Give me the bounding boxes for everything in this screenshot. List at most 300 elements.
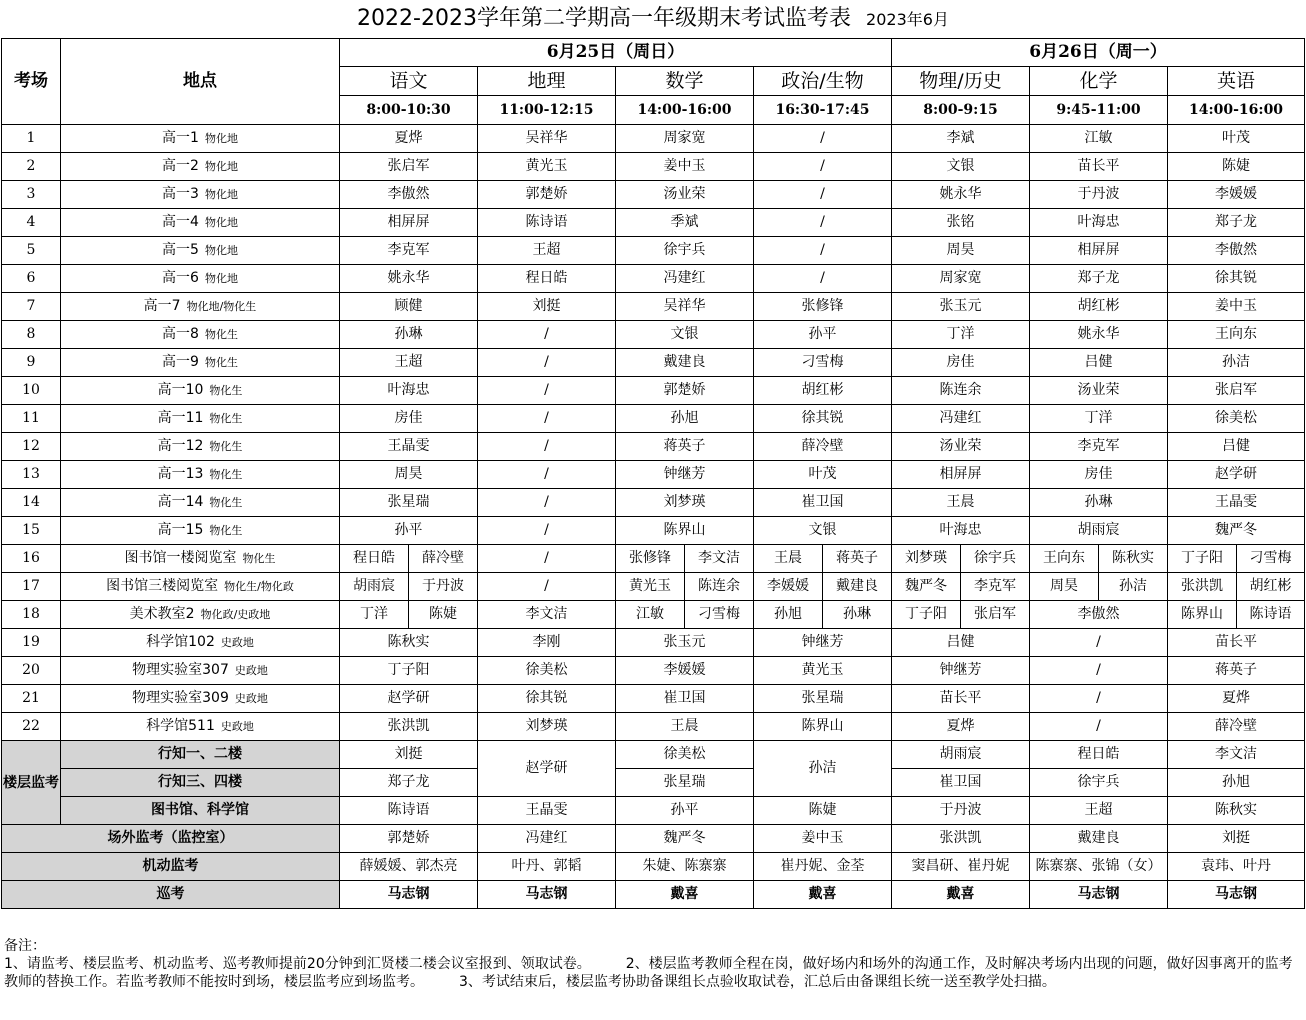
room-combo-note: 物化生	[209, 496, 243, 509]
proctor-cell: 郭楚娇	[478, 181, 616, 209]
page-title: 2022-2023学年第二学期高一年级期末考试监考表	[357, 6, 851, 31]
proctor-cell: 孙旭	[1168, 769, 1305, 797]
proctor-cell: 叶茂	[1168, 125, 1305, 153]
proctor-cell: 徐美松	[478, 657, 616, 685]
proctor-cell: 陈连余	[892, 377, 1030, 405]
table-row	[2, 685, 1305, 713]
proctor-cell: 刘挺	[1168, 825, 1305, 853]
room-number: 16	[2, 545, 61, 573]
room-combo-note: 物化地/物化生	[186, 300, 257, 313]
proctor-cell: 文银	[616, 321, 754, 349]
proctor-cell: 陈连余	[685, 573, 754, 601]
table-row	[2, 265, 1305, 293]
proctor-cell: 李克军	[1030, 433, 1168, 461]
table-row	[2, 237, 1305, 265]
proctor-cell: 薛媛媛、郭杰亮	[340, 853, 478, 881]
proctor-cell: 戴建良	[823, 573, 892, 601]
proctor-cell: 李克军	[340, 237, 478, 265]
proctor-cell: 徐美松	[1168, 405, 1305, 433]
room-combo-note: 物化地	[204, 188, 238, 201]
proctor-cell: 叶丹、郭韬	[478, 853, 616, 881]
proctor-cell: 陈婕	[1168, 153, 1305, 181]
proctor-cell: 崔丹妮、金荃	[754, 853, 892, 881]
proctor-cell: 周昊	[892, 237, 1030, 265]
proctor-cell: 文银	[892, 153, 1030, 181]
proctor-cell: 江敏	[616, 601, 685, 629]
proctor-cell: 丁子阳	[1168, 545, 1237, 573]
table-row	[2, 125, 1305, 153]
proctor-cell: 程日皓	[478, 265, 616, 293]
proctor-cell: 吕健	[892, 629, 1030, 657]
room-name: 高一15	[157, 522, 204, 538]
proctor-cell: 戴喜	[616, 881, 754, 909]
page-title-bar	[0, 0, 1306, 38]
location-cell	[61, 181, 340, 209]
proctor-cell: 孙平	[340, 517, 478, 545]
floor-location: 行知一、二楼	[61, 741, 340, 769]
room-number: 21	[2, 685, 61, 713]
room-number: 11	[2, 405, 61, 433]
proctor-cell: /	[1030, 657, 1168, 685]
table-row	[2, 601, 1305, 629]
table-row	[2, 293, 1305, 321]
proctor-cell: 徐美松	[616, 741, 754, 769]
subject-chinese: 语文	[340, 67, 478, 96]
proctor-cell: 夏烨	[1168, 685, 1305, 713]
room-name: 高一1	[162, 130, 199, 146]
proctor-cell: 刘挺	[340, 741, 478, 769]
proctor-cell: 徐其锐	[1168, 265, 1305, 293]
proctor-cell: 叶海忠	[1030, 209, 1168, 237]
proctor-table-body	[2, 39, 1305, 909]
proctor-cell: 叶海忠	[340, 377, 478, 405]
proctor-cell: /	[478, 545, 616, 573]
proctor-cell: 刁雪梅	[1237, 545, 1305, 573]
proctor-cell: 薛冷壁	[1168, 713, 1305, 741]
room-name: 高一7	[143, 298, 181, 314]
proctor-cell: 周昊	[1030, 573, 1099, 601]
outside-label: 场外监考（监控室）	[2, 825, 340, 853]
location-cell	[61, 685, 340, 713]
proctor-cell: 夏烨	[892, 713, 1030, 741]
proctor-cell: 蒋英子	[823, 545, 892, 573]
proctor-cell: /	[478, 377, 616, 405]
proctor-cell: 戴建良	[616, 349, 754, 377]
table-row	[2, 321, 1305, 349]
proctor-cell: 郑子龙	[340, 769, 478, 797]
room-number: 18	[2, 601, 61, 629]
proctor-cell: 薛冷壁	[409, 545, 478, 573]
subject-math: 数学	[616, 67, 754, 96]
subject-geography: 地理	[478, 67, 616, 96]
location-cell	[61, 321, 340, 349]
header-location: 地点	[61, 39, 340, 125]
proctor-cell: 丁子阳	[892, 601, 961, 629]
proctor-cell: 郑子龙	[1030, 265, 1168, 293]
proctor-cell: 姚永华	[340, 265, 478, 293]
table-row	[2, 573, 1305, 601]
table-row	[2, 713, 1305, 741]
proctor-cell: 吕健	[1168, 433, 1305, 461]
location-cell	[61, 657, 340, 685]
proctor-cell: 李媛媛	[754, 573, 823, 601]
location-cell	[61, 601, 340, 629]
room-number: 6	[2, 265, 61, 293]
proctor-cell: 张修锋	[754, 293, 892, 321]
proctor-cell: 孙旭	[616, 405, 754, 433]
proctor-cell: 徐其锐	[754, 405, 892, 433]
room-name: 高一14	[157, 494, 204, 510]
proctor-cell: 陈寨寨、张锦（女）	[1030, 853, 1168, 881]
proctor-cell: 黄光玉	[754, 657, 892, 685]
proctor-cell: 苗长平	[1168, 629, 1305, 657]
proctor-cell: 苗长平	[892, 685, 1030, 713]
proctor-cell: /	[754, 265, 892, 293]
location-cell	[61, 433, 340, 461]
proctor-cell: 王晶雯	[1168, 489, 1305, 517]
proctor-cell: 赵学研	[478, 741, 616, 797]
proctor-cell: 陈诗语	[340, 797, 478, 825]
proctor-cell: 陈界山	[616, 517, 754, 545]
subject-physics-history: 物理/历史	[892, 67, 1030, 96]
proctor-cell: 汤业荣	[1030, 377, 1168, 405]
proctor-cell: 汤业荣	[892, 433, 1030, 461]
proctor-cell: 袁玮、叶丹	[1168, 853, 1305, 881]
room-name: 高一11	[157, 410, 204, 426]
proctor-cell: 郭楚娇	[616, 377, 754, 405]
proctor-cell: 王晶雯	[478, 797, 616, 825]
proctor-cell: 张星瑞	[754, 685, 892, 713]
proctor-cell: 汤业荣	[616, 181, 754, 209]
floor-location: 行知三、四楼	[61, 769, 340, 797]
proctor-cell: 蒋英子	[616, 433, 754, 461]
proctor-cell: 魏严冬	[892, 573, 961, 601]
proctor-cell: 孙琳	[340, 321, 478, 349]
room-number: 20	[2, 657, 61, 685]
room-name: 高一3	[162, 186, 199, 202]
proctor-cell: 胡红彬	[754, 377, 892, 405]
header-day1: 6月25日（周日）	[340, 39, 892, 67]
proctor-cell: 姚永华	[892, 181, 1030, 209]
proctor-cell: 张玉元	[892, 293, 1030, 321]
room-combo-note: 物化地	[204, 132, 238, 145]
room-number: 1	[2, 125, 61, 153]
location-cell	[61, 377, 340, 405]
proctor-table	[1, 38, 1305, 909]
proctor-cell: 李媛媛	[1168, 181, 1305, 209]
room-name: 高一8	[162, 326, 199, 342]
proctor-cell: 丁洋	[892, 321, 1030, 349]
proctor-cell: 刘挺	[478, 293, 616, 321]
table-row	[2, 153, 1305, 181]
proctor-cell: /	[478, 349, 616, 377]
proctor-cell: 吕健	[1030, 349, 1168, 377]
proctor-cell: 赵学研	[340, 685, 478, 713]
proctor-cell: 李媛媛	[616, 657, 754, 685]
proctor-cell: /	[478, 573, 616, 601]
proctor-cell: 薛冷壁	[754, 433, 892, 461]
room-combo-note: 物化生	[209, 468, 243, 481]
page-date: 2023年6月	[866, 10, 949, 29]
proctor-cell: /	[478, 489, 616, 517]
proctor-cell: 张星瑞	[340, 489, 478, 517]
location-cell	[61, 405, 340, 433]
proctor-cell: 冯建红	[478, 825, 616, 853]
floor-row-c	[2, 797, 1305, 825]
proctor-cell: 张星瑞	[616, 769, 754, 797]
room-combo-note: 物化地	[204, 216, 238, 229]
table-row	[2, 209, 1305, 237]
outside-proctor-row	[2, 825, 1305, 853]
room-combo-note: 物化生	[242, 552, 276, 565]
proctor-cell: 张洪凯	[1168, 573, 1237, 601]
proctor-cell: 李傲然	[1030, 601, 1168, 629]
room-combo-note: 史政地	[234, 692, 268, 705]
proctor-cell: 张启军	[1168, 377, 1305, 405]
proctor-cell: 于丹波	[1030, 181, 1168, 209]
proctor-cell: 季斌	[616, 209, 754, 237]
proctor-cell: 窦昌研、崔丹妮	[892, 853, 1030, 881]
proctor-cell: 崔卫国	[754, 489, 892, 517]
location-cell	[61, 237, 340, 265]
proctor-cell: 张启军	[340, 153, 478, 181]
room-combo-note: 物化地	[204, 244, 238, 257]
proctor-cell: /	[478, 321, 616, 349]
proctor-cell: /	[1030, 629, 1168, 657]
room-combo-note: 物化生	[209, 440, 243, 453]
table-row	[2, 545, 1305, 573]
proctor-cell: 张玉元	[616, 629, 754, 657]
proctor-cell: 李文洁	[685, 545, 754, 573]
time-slot: 9:45-11:00	[1030, 96, 1168, 125]
table-row	[2, 629, 1305, 657]
room-number: 10	[2, 377, 61, 405]
proctor-cell: 孙旭	[754, 601, 823, 629]
proctor-cell: 胡雨宸	[892, 741, 1030, 769]
proctor-cell: 黄光玉	[478, 153, 616, 181]
proctor-cell: 周家宽	[892, 265, 1030, 293]
proctor-cell: 孙琳	[1030, 489, 1168, 517]
room-number: 9	[2, 349, 61, 377]
proctor-cell: 张启军	[961, 601, 1030, 629]
room-number: 8	[2, 321, 61, 349]
subject-chemistry: 化学	[1030, 67, 1168, 96]
proctor-cell: 陈界山	[754, 713, 892, 741]
patrol-row	[2, 881, 1305, 909]
location-cell	[61, 153, 340, 181]
room-combo-note: 物化生	[204, 356, 238, 369]
proctor-cell: /	[478, 405, 616, 433]
proctor-cell: 于丹波	[892, 797, 1030, 825]
room-name: 科学馆102	[146, 634, 215, 650]
room-combo-note: 物化地	[204, 272, 238, 285]
proctor-cell: 郑子龙	[1168, 209, 1305, 237]
table-row	[2, 461, 1305, 489]
table-row	[2, 405, 1305, 433]
time-slot: 14:00-16:00	[1168, 96, 1305, 125]
room-combo-note: 物化生	[209, 524, 243, 537]
proctor-cell: 陈婕	[409, 601, 478, 629]
proctor-cell: 马志钢	[340, 881, 478, 909]
proctor-cell: 陈秋实	[1099, 545, 1168, 573]
remarks-title: 备注：	[4, 938, 46, 954]
proctor-cell: 顾健	[340, 293, 478, 321]
location-cell	[61, 209, 340, 237]
proctor-cell: 李克军	[961, 573, 1030, 601]
floor-row-b	[2, 769, 1305, 797]
location-cell	[61, 629, 340, 657]
subject-politics-biology: 政治/生物	[754, 67, 892, 96]
room-combo-note: 物化生/物化政	[224, 580, 294, 593]
remarks	[4, 937, 1302, 991]
proctor-cell: 李斌	[892, 125, 1030, 153]
proctor-cell: 孙琳	[823, 601, 892, 629]
proctor-cell: 李文洁	[478, 601, 616, 629]
room-number: 2	[2, 153, 61, 181]
room-combo-note: 物化生	[209, 412, 243, 425]
proctor-cell: 魏严冬	[616, 825, 754, 853]
room-combo-note: 物化生	[204, 328, 238, 341]
proctor-cell: 李文洁	[1168, 741, 1305, 769]
proctor-cell: 王超	[340, 349, 478, 377]
proctor-cell: /	[478, 433, 616, 461]
proctor-cell: 李傲然	[340, 181, 478, 209]
room-number: 15	[2, 517, 61, 545]
proctor-cell: 胡雨宸	[340, 573, 409, 601]
proctor-cell: 孙平	[754, 321, 892, 349]
proctor-cell: 胡红彬	[1030, 293, 1168, 321]
proctor-cell: 孙洁	[1168, 349, 1305, 377]
proctor-cell: 于丹波	[409, 573, 478, 601]
proctor-cell: 钟继芳	[892, 657, 1030, 685]
proctor-cell: 王晨	[754, 545, 823, 573]
proctor-cell: 姜中玉	[754, 825, 892, 853]
proctor-cell: 郭楚娇	[340, 825, 478, 853]
proctor-cell: 刁雪梅	[685, 601, 754, 629]
proctor-cell: 孙洁	[754, 741, 892, 797]
time-slot: 8:00-9:15	[892, 96, 1030, 125]
proctor-cell: 周昊	[340, 461, 478, 489]
header-room: 考场	[2, 39, 61, 125]
location-cell	[61, 545, 340, 573]
table-row	[2, 489, 1305, 517]
proctor-cell: 朱婕、陈寨寨	[616, 853, 754, 881]
proctor-cell: 王晨	[892, 489, 1030, 517]
location-cell	[61, 489, 340, 517]
proctor-cell: /	[478, 517, 616, 545]
header-row-days	[2, 39, 1305, 67]
proctor-cell: 刁雪梅	[754, 349, 892, 377]
room-number: 13	[2, 461, 61, 489]
proctor-cell: 崔卫国	[892, 769, 1030, 797]
proctor-cell: 陈秋实	[1168, 797, 1305, 825]
proctor-cell: /	[478, 461, 616, 489]
proctor-cell: 相屏屏	[892, 461, 1030, 489]
floor-row-a	[2, 741, 1305, 769]
room-name: 高一9	[162, 354, 199, 370]
proctor-cell: 陈诗语	[478, 209, 616, 237]
proctor-cell: 吴祥华	[616, 293, 754, 321]
location-cell	[61, 713, 340, 741]
proctor-cell: 张修锋	[616, 545, 685, 573]
proctor-cell: /	[754, 153, 892, 181]
proctor-cell: 吴祥华	[478, 125, 616, 153]
proctor-cell: 徐宇兵	[1030, 769, 1168, 797]
room-name: 图书馆一楼阅览室	[124, 550, 237, 566]
proctor-cell: 戴喜	[754, 881, 892, 909]
proctor-cell: 崔卫国	[616, 685, 754, 713]
subject-english: 英语	[1168, 67, 1305, 96]
time-slot: 8:00-10:30	[340, 96, 478, 125]
header-day2: 6月26日（周一）	[892, 39, 1305, 67]
room-combo-note: 物化政/史政地	[200, 608, 271, 621]
proctor-cell: 陈秋实	[340, 629, 478, 657]
proctor-cell: 刘梦瑛	[892, 545, 961, 573]
proctor-cell: 赵学研	[1168, 461, 1305, 489]
proctor-cell: 黄光玉	[616, 573, 685, 601]
proctor-cell: 马志钢	[478, 881, 616, 909]
table-row	[2, 349, 1305, 377]
proctor-cell: /	[754, 237, 892, 265]
room-name: 高一13	[157, 466, 204, 482]
proctor-cell: 孙洁	[1099, 573, 1168, 601]
proctor-cell: 魏严冬	[1168, 517, 1305, 545]
table-row	[2, 433, 1305, 461]
proctor-cell: 相屏屏	[1030, 237, 1168, 265]
proctor-cell: 徐宇兵	[961, 545, 1030, 573]
proctor-cell: 文银	[754, 517, 892, 545]
room-number: 22	[2, 713, 61, 741]
remarks-text: 1、请监考、楼层监考、机动监考、巡考教师提前20分钟到汇贤楼二楼会议室报到、领取试卷。 2、楼层监考教师全程在岗，做好场内和场外的沟通工作，及时解决考场内出现的问题，做好因事离开的监考教师的替换工作。若监考教师不能按时到场，楼层监考应到场监考。 3、考试结束后，楼层监考协助备课组长点验收取试卷，汇总后由备课组长统一送至教学处扫描。	[4, 956, 1293, 990]
proctor-cell: 蒋英子	[1168, 657, 1305, 685]
mobile-label: 机动监考	[2, 853, 340, 881]
location-cell	[61, 517, 340, 545]
proctor-cell: 王晶雯	[340, 433, 478, 461]
proctor-cell: /	[754, 209, 892, 237]
proctor-cell: 叶海忠	[892, 517, 1030, 545]
proctor-cell: 王超	[478, 237, 616, 265]
room-number: 7	[2, 293, 61, 321]
proctor-cell: 马志钢	[1168, 881, 1305, 909]
room-number: 3	[2, 181, 61, 209]
proctor-cell: 王向东	[1030, 545, 1099, 573]
proctor-cell: 张铭	[892, 209, 1030, 237]
proctor-cell: 冯建红	[892, 405, 1030, 433]
proctor-cell: 陈界山	[1168, 601, 1237, 629]
room-name: 物理实验室307	[132, 662, 229, 678]
proctor-cell: 苗长平	[1030, 153, 1168, 181]
room-name: 高一2	[162, 158, 199, 174]
location-cell	[61, 461, 340, 489]
room-name: 高一4	[162, 214, 199, 230]
proctor-cell: /	[1030, 713, 1168, 741]
time-slot: 16:30-17:45	[754, 96, 892, 125]
table-row	[2, 657, 1305, 685]
room-combo-note: 史政地	[234, 664, 268, 677]
time-slot: 14:00-16:00	[616, 96, 754, 125]
proctor-cell: 叶茂	[754, 461, 892, 489]
proctor-cell: 相屏屏	[340, 209, 478, 237]
proctor-cell: 姜中玉	[1168, 293, 1305, 321]
room-name: 美术教室2	[129, 606, 195, 622]
patrol-label: 巡考	[2, 881, 340, 909]
proctor-cell: 刘梦瑛	[616, 489, 754, 517]
proctor-cell: 刘梦瑛	[478, 713, 616, 741]
proctor-cell: 夏烨	[340, 125, 478, 153]
proctor-cell: 房佳	[892, 349, 1030, 377]
proctor-cell: 胡红彬	[1237, 573, 1305, 601]
room-name: 高一6	[162, 270, 199, 286]
